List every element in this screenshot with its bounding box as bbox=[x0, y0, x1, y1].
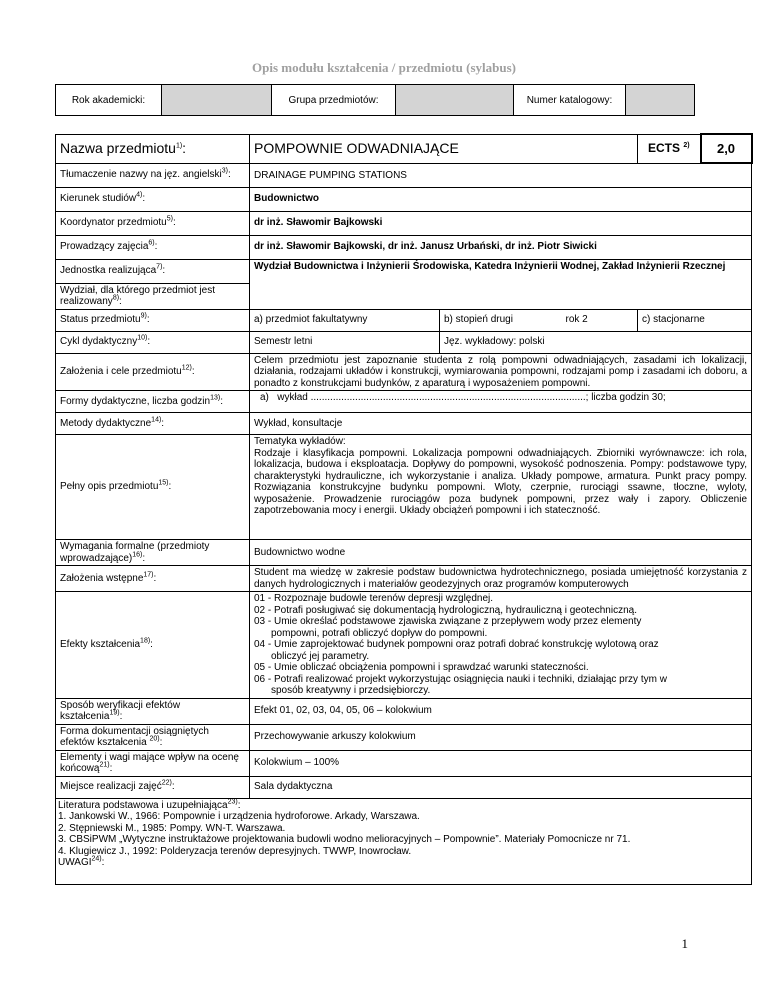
grupa-przedmiotow-value bbox=[396, 85, 514, 115]
cykl-label: Cykl dydaktyczny$^{10)}$: bbox=[56, 331, 250, 353]
status-c: c) stacjonarne bbox=[638, 309, 752, 331]
literatura-item: 1. Jankowski W., 1966: Pompownie i urządzenia hydroforowe. Arkady, Warszawa. bbox=[58, 811, 420, 822]
nazwa-value: POMPOWNIE ODWADNIAJĄCE bbox=[250, 134, 638, 163]
efekt-03: 03 - Umie określać podstawowe zjawiska związane z przepływem wody przez elementy bbox=[254, 616, 642, 627]
zalozenia-label: Założenia i cele przedmiotu$^{12)}$: bbox=[56, 353, 250, 391]
zalozenia-wstepne-value: Student ma wiedzę w zakresie podstaw budownictwa hydrotechnicznego, posiada umiejętność korzystania z danych hydrologicznych i materiałów geodezyjnych oraz programów komputerowych bbox=[250, 566, 752, 592]
pelny-opis-text: Rodzaje i klasyfikacja pompowni. Lokalizacja pompowni odwadniających. Zbiorniki wyrównawcze: ich rola, lokalizacja, budowa i eksploatacja. Dopływy do pompowni, wysokość podnoszenia. Pompy: podstawowe typy, charakterystyki hydrauliczne, ich wykorzystanie i analiza. Układy pompowe, armatura. Punkt pracy pompy. Rozwiązania konstrukcyjne budynku pompowni. Wloty, czerpnie, rurociągi ssawne, tłoczne, wyloty, wyposażenie. Prowadzenie rurociągów poza budynek pompowni, przez wały i zapory. Obliczenie zapotrzebowania mocy i energii. Układy obciążeń pompowni i ich stateczność. bbox=[254, 447, 748, 516]
row-pelny-opis bbox=[56, 435, 752, 540]
syllabus-table bbox=[55, 133, 753, 885]
row-cykl bbox=[56, 331, 752, 353]
tlumaczenie-label: Tłumaczenie nazwy na jęz. angielski$^{3)}$: bbox=[56, 163, 250, 187]
miejsce-label: Miejsce realizacji zajęć$^{22)}$: bbox=[56, 776, 250, 798]
jednostka-label: Jednostka realizująca$^{7)}$: bbox=[56, 259, 250, 283]
header-row bbox=[55, 84, 695, 116]
nazwa-label: Nazwa przedmiotu$^{1)}$: bbox=[56, 134, 250, 163]
grupa-przedmiotow-label: Grupa przedmiotów: bbox=[272, 85, 396, 115]
rok-akademicki-value bbox=[162, 85, 272, 115]
rok-akademicki-label: Rok akademicki: bbox=[56, 85, 162, 115]
forma-label: Forma dokumentacji osiągniętych efektów kształcenia $^{20)}$: bbox=[56, 724, 250, 750]
efekt-02: 02 - Potrafi posługiwać się dokumentacją hydrologiczną, hydrauliczną i geotechniczną. bbox=[254, 604, 637, 616]
formy-value: a) wykład ...................................................................................................; liczba godzin 30; bbox=[250, 391, 752, 413]
efekt-06: 06 - Potrafi realizować projekt wykorzystując osiągnięcia nauki i techniki, działając przy tym w bbox=[254, 673, 667, 685]
row-wymagania bbox=[56, 540, 752, 566]
wymagania-label: Wymagania formalne (przedmioty wprowadzające)$^{16)}$: bbox=[56, 540, 250, 566]
metody-label: Metody dydaktyczne$^{14)}$: bbox=[56, 413, 250, 435]
efekt-05: 05 - Umie obliczać obciążenia pompowni i sprawdzać warunki stateczności. bbox=[254, 662, 589, 673]
wymagania-value: Budownictwo wodne bbox=[250, 540, 752, 566]
literatura-cell bbox=[56, 798, 752, 884]
sposob-value: Efekt 01, 02, 03, 04, 05, 06 – kolokwium bbox=[250, 698, 752, 724]
row-forma-dokumentacji bbox=[56, 724, 752, 750]
row-metody bbox=[56, 413, 752, 435]
literatura-item: 4. Klugiewicz J., 1992: Polderyzacja terenów depresyjnych. TWWP, Inowrocław. bbox=[58, 845, 412, 857]
metody-value: Wykład, konsultacje bbox=[250, 413, 752, 435]
row-miejsce bbox=[56, 776, 752, 798]
efekt-01: 01 - Rozpoznaje budowle terenów depresji względnej. bbox=[254, 593, 494, 604]
status-b: b) stopień drugi bbox=[440, 309, 562, 331]
row-koordynator bbox=[56, 211, 752, 235]
numer-katalogowy-value bbox=[626, 85, 694, 115]
row-tlumaczenie bbox=[56, 163, 752, 187]
koordynator-value: dr inż. Sławomir Bajkowski bbox=[250, 211, 752, 235]
literatura-item: 3. CBSiPWM „Wytyczne instruktażowe projektowania budowli wodno melioracyjnych – Pompownie”. Materiały Pomocnicze nr 71. bbox=[58, 834, 631, 845]
kierunek-label: Kierunek studiów$^{4)}$: bbox=[56, 187, 250, 211]
efekt-04-cont: obliczyć jej parametry. bbox=[271, 650, 370, 662]
zalozenia-value: Celem przedmiotu jest zapoznanie studenta z rolą pompowni odwadniających, zasadami ich lokalizacji, działania, rodzajami układów i konstrukcji, wymiarowania pompowni, rodzajami pomp i zasadami ich doboru, a ponadto z konstrukcjami budynków, z aparaturą i wyposażeniem pompowni. bbox=[250, 353, 752, 391]
ects-label: ECTS $^{2)}$ bbox=[638, 134, 701, 163]
formy-label: Formy dydaktyczne, liczba godzin$^{13)}$: bbox=[56, 391, 250, 413]
literatura-item: 2. Stępniewski M., 1985: Pompy. WN-T. Warszawa. bbox=[58, 822, 286, 834]
page-number: 1 bbox=[681, 936, 688, 951]
cykl-jezyk: Jęz. wykładowy: polski bbox=[440, 331, 752, 353]
row-efekty bbox=[56, 592, 752, 699]
elementy-label: Elementy i wagi mające wpływ na ocenę końcową$^{21)}$: bbox=[56, 750, 250, 776]
efekt-04: 04 - Umie zaprojektować budynek pompowni oraz potrafi dobrać konstrukcję wylotową oraz bbox=[254, 639, 659, 650]
kierunek-value: Budownictwo bbox=[250, 187, 752, 211]
status-rok: rok 2 bbox=[562, 309, 638, 331]
row-kierunek bbox=[56, 187, 752, 211]
row-elementy bbox=[56, 750, 752, 776]
wydzial-label: Wydział, dla którego przedmiot jest realizowany$^{8)}$: bbox=[56, 283, 250, 309]
efekty-label: Efekty kształcenia$^{18)}$: bbox=[56, 592, 250, 699]
pelny-opis-value bbox=[250, 435, 752, 540]
pelny-opis-label: Pełny opis przedmiotu$^{15)}$: bbox=[56, 435, 250, 540]
row-zalozenia-wstepne bbox=[56, 566, 752, 592]
numer-katalogowy-label: Numer katalogowy: bbox=[514, 85, 626, 115]
ects-value: 2,0 bbox=[701, 134, 752, 163]
literatura-label: Literatura podstawowa i uzupełniająca$^{23)}$: bbox=[58, 798, 241, 811]
efekty-value bbox=[250, 592, 752, 699]
row-formy bbox=[56, 391, 752, 413]
prowadzacy-label: Prowadzący zajęcia$^{6)}$: bbox=[56, 235, 250, 259]
row-literatura bbox=[56, 798, 752, 884]
tlumaczenie-value: DRAINAGE PUMPING STATIONS bbox=[250, 163, 752, 187]
row-nazwa bbox=[56, 134, 752, 163]
uwagi-label: UWAGI$^{24)}$: bbox=[58, 855, 105, 868]
efekt-03-cont: pompowni, potrafi obliczyć dopływ do pompowni. bbox=[271, 627, 488, 639]
elementy-value: Kolokwium – 100% bbox=[250, 750, 752, 776]
pelny-opis-heading: Tematyka wykładów: bbox=[254, 436, 346, 447]
sposob-label: Sposób weryfikacji efektów kształcenia$^{19)}$: bbox=[56, 698, 250, 724]
jednostka-value: Wydział Budownictwa i Inżynierii Środowiska, Katedra Inżynierii Wodnej, Zakład Inżynierii Rzecznej bbox=[250, 259, 752, 309]
zalozenia-wstepne-label: Założenia wstępne$^{17)}$: bbox=[56, 566, 250, 592]
miejsce-value: Sala dydaktyczna bbox=[250, 776, 752, 798]
row-sposob bbox=[56, 698, 752, 724]
efekt-06-cont: sposób kreatywny i przedsiębiorczy. bbox=[271, 685, 431, 696]
koordynator-label: Koordynator przedmiotu$^{5)}$: bbox=[56, 211, 250, 235]
row-status bbox=[56, 309, 752, 331]
row-zalozenia bbox=[56, 353, 752, 391]
document-title: Opis modułu kształcenia / przedmiotu (sylabus) bbox=[251, 60, 516, 75]
status-a: a) przedmiot fakultatywny bbox=[250, 309, 440, 331]
row-jednostka bbox=[56, 259, 752, 283]
status-label: Status przedmiotu$^{9)}$: bbox=[56, 309, 250, 331]
row-prowadzacy bbox=[56, 235, 752, 259]
cykl-value: Semestr letni bbox=[250, 331, 440, 353]
forma-value: Przechowywanie arkuszy kolokwium bbox=[250, 724, 752, 750]
prowadzacy-value: dr inż. Sławomir Bajkowski, dr inż. Janusz Urbański, dr inż. Piotr Siwicki bbox=[250, 235, 752, 259]
